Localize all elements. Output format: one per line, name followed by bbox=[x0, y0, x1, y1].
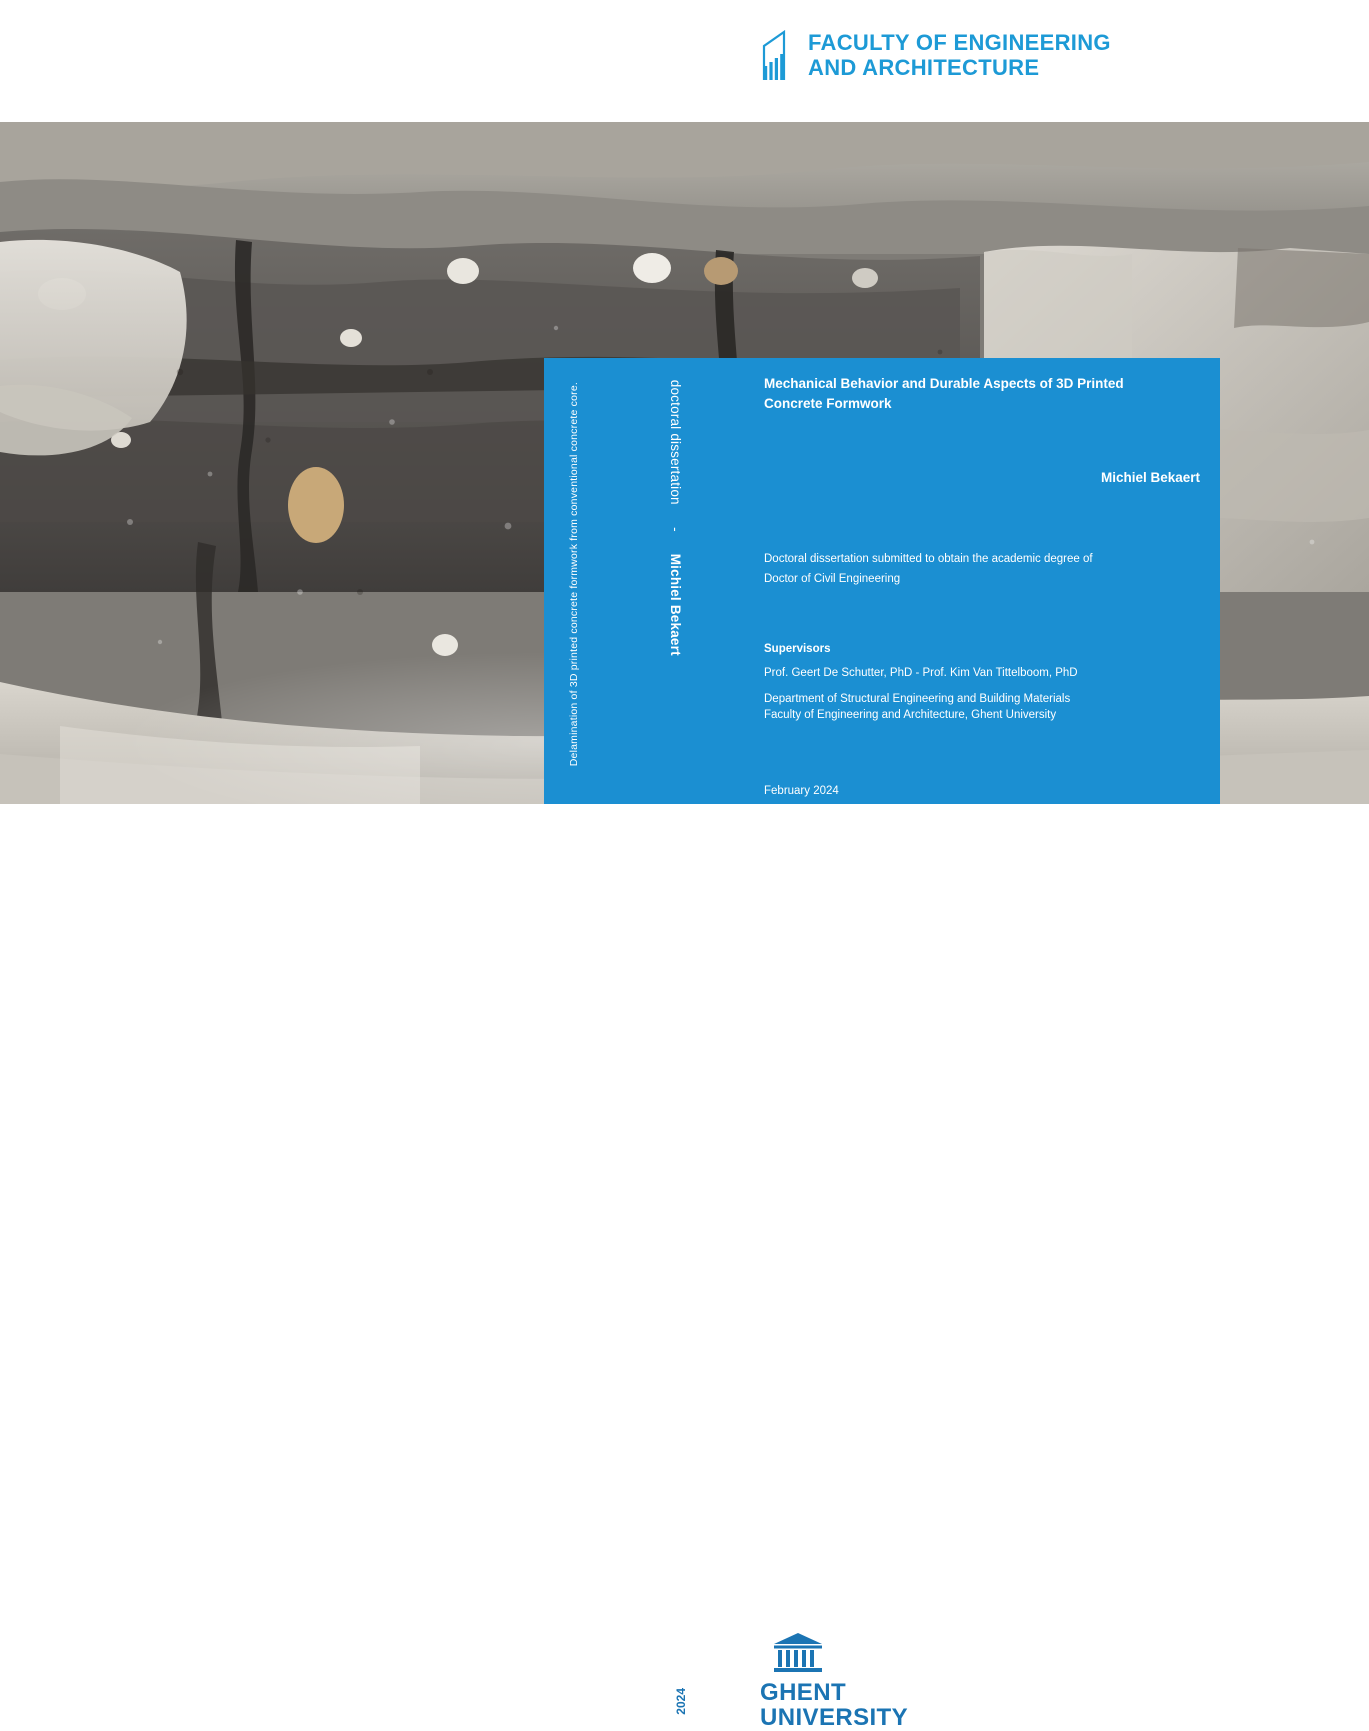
supervisors-heading: Supervisors bbox=[764, 643, 831, 655]
faculty-title bbox=[808, 30, 1111, 80]
university-name bbox=[760, 1680, 908, 1730]
faculty-logo-lockup bbox=[762, 30, 1111, 82]
spine-author-title bbox=[668, 358, 694, 804]
faculty-building-icon bbox=[762, 30, 796, 82]
university-name-line2: UNIVERSITY bbox=[760, 1704, 909, 1731]
spine-year-text: 2024 bbox=[674, 1688, 688, 1715]
spine-year bbox=[674, 1688, 694, 1720]
spine-caption bbox=[562, 358, 586, 804]
page-header bbox=[0, 0, 1369, 122]
dissertation-author: Michiel Bekaert bbox=[1100, 470, 1200, 485]
university-name-line1: GHENT bbox=[760, 1679, 846, 1706]
dissertation-title: Mechanical Behavior and Durable Aspects of 3D Printed Concrete Formwork bbox=[764, 376, 1124, 411]
degree-line-2: Doctor of Civil Engineering bbox=[764, 573, 901, 585]
page-footer bbox=[0, 804, 1369, 1731]
spine-caption-text: Delamination of 3D printed concrete formwork from conventional concrete core. bbox=[568, 382, 580, 767]
faculty-title-line1: FACULTY OF ENGINEERING bbox=[808, 30, 1111, 55]
degree-line-1: Doctoral dissertation submitted to obtain the academic degree of bbox=[764, 553, 1093, 565]
department-line-1: Department of Structural Engineering and Building Materials bbox=[764, 693, 1071, 705]
cover-text-block bbox=[764, 374, 1204, 797]
ghent-university-building-icon bbox=[772, 1632, 824, 1674]
department-affiliation bbox=[764, 691, 1204, 723]
spine-subtitle: doctoral dissertation bbox=[668, 380, 683, 506]
spine-author: Michiel Bekaert bbox=[668, 553, 683, 656]
department-line-2: Faculty of Engineering and Architecture, Ghent University bbox=[764, 709, 1057, 721]
degree-statement bbox=[764, 549, 1204, 589]
spine-separator: - bbox=[668, 527, 683, 532]
publication-date: February 2024 bbox=[764, 785, 839, 797]
ghent-university-logo-lockup bbox=[760, 1632, 908, 1730]
supervisors-names: Prof. Geert De Schutter, PhD - Prof. Kim Van Tittelboom, PhD bbox=[764, 667, 1078, 679]
faculty-title-line2: AND ARCHITECTURE bbox=[808, 55, 1040, 80]
